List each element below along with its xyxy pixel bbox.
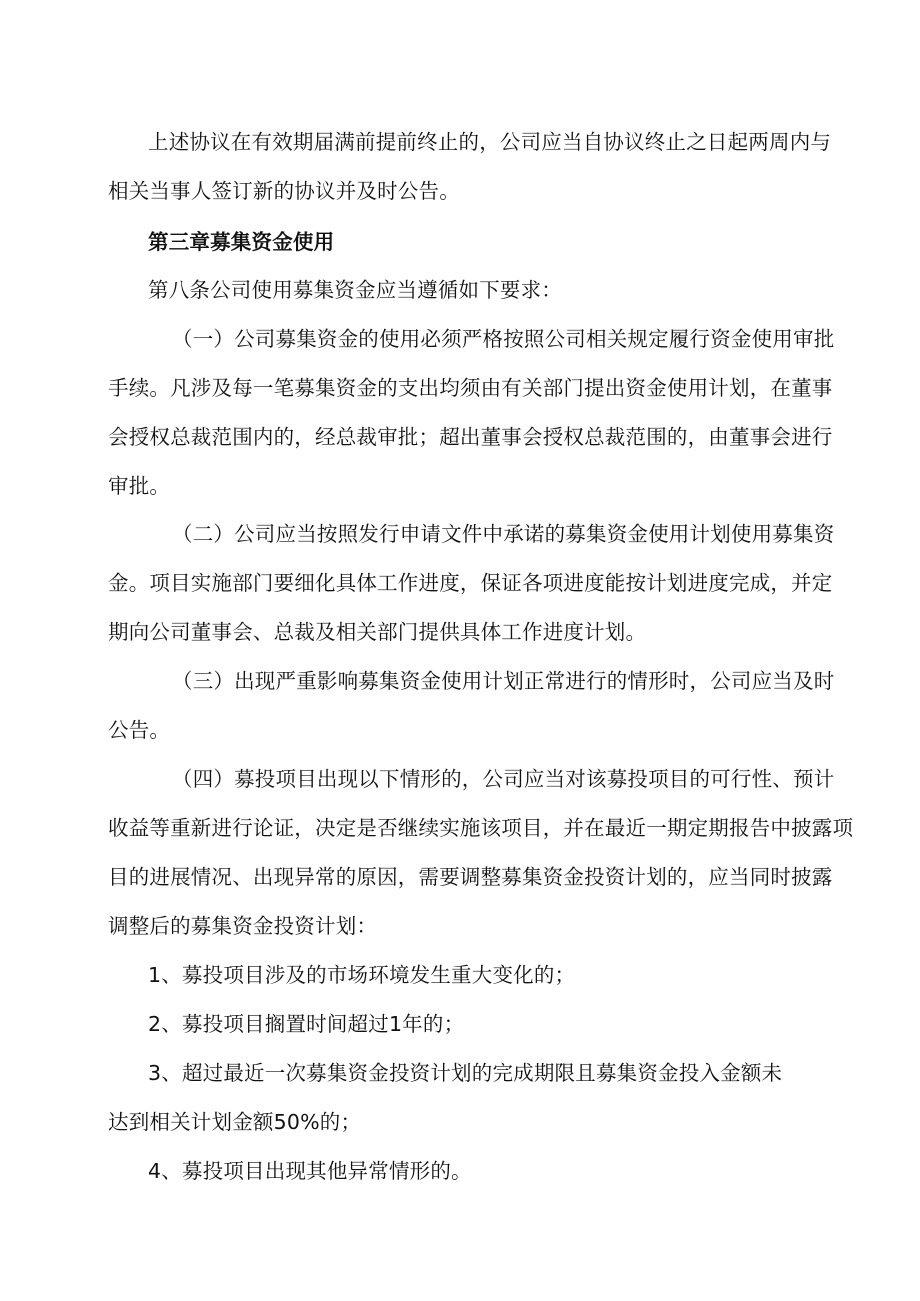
paragraph-line: 上述协议在有效期届满前提前终止的，公司应当自协议终止之日起两周内与	[148, 130, 832, 154]
list-item: 2、募投项目搁置时间超过1年的；	[148, 1012, 465, 1036]
paragraph-line: （一）公司募集资金的使用必须严格按照公司相关规定履行资金使用审批	[172, 327, 835, 351]
paragraph-line: 审批。	[108, 474, 171, 498]
list-item: 3、超过最近一次募集资金投资计划的完成期限且募集资金投入金额未	[148, 1061, 783, 1085]
paragraph-line: 公告。	[108, 718, 171, 742]
paragraph-line: 会授权总裁范围内的，经总裁审批；超出董事会授权总裁范围的，由董事会进行	[108, 425, 833, 449]
paragraph-line: 手续。凡涉及每一笔募集资金的支出均须由有关部门提出资金使用计划，在董事	[108, 376, 833, 400]
paragraph-line: （四）募投项目出现以下情形的，公司应当对该募投项目的可行性、预计	[172, 767, 835, 791]
list-item: 1、募投项目涉及的市场环境发生重大变化的；	[148, 963, 576, 987]
paragraph-line: 金。项目实施部门要细化具体工作进度，保证各项进度能按计划进度完成，并定	[108, 571, 833, 595]
paragraph-line: 调整后的募集资金投资计划：	[108, 914, 378, 938]
paragraph-line: （二）公司应当按照发行申请文件中承诺的募集资金使用计划使用募集资	[172, 522, 835, 546]
list-item-continuation: 达到相关计划金额50%的；	[108, 1110, 362, 1134]
paragraph-line: 目的进展情况、出现异常的原因，需要调整募集资金投资计划的，应当同时披露	[108, 865, 833, 889]
paragraph-line: 收益等重新进行论证，决定是否继续实施该项目，并在最近一期定期报告中披露项	[108, 816, 854, 840]
paragraph-line: 期向公司董事会、总裁及相关部门提供具体工作进度计划。	[108, 620, 647, 644]
paragraph-line: 相关当事人签订新的协议并及时公告。	[108, 179, 460, 203]
list-item: 4、募投项目出现其他异常情形的。	[148, 1159, 472, 1183]
article-heading: 第八条公司使用募集资金应当遵循如下要求：	[148, 278, 562, 302]
chapter-heading: 第三章募集资金使用	[148, 230, 335, 254]
paragraph-line: （三）出现严重影响募集资金使用计划正常进行的情形时，公司应当及时	[172, 669, 835, 693]
